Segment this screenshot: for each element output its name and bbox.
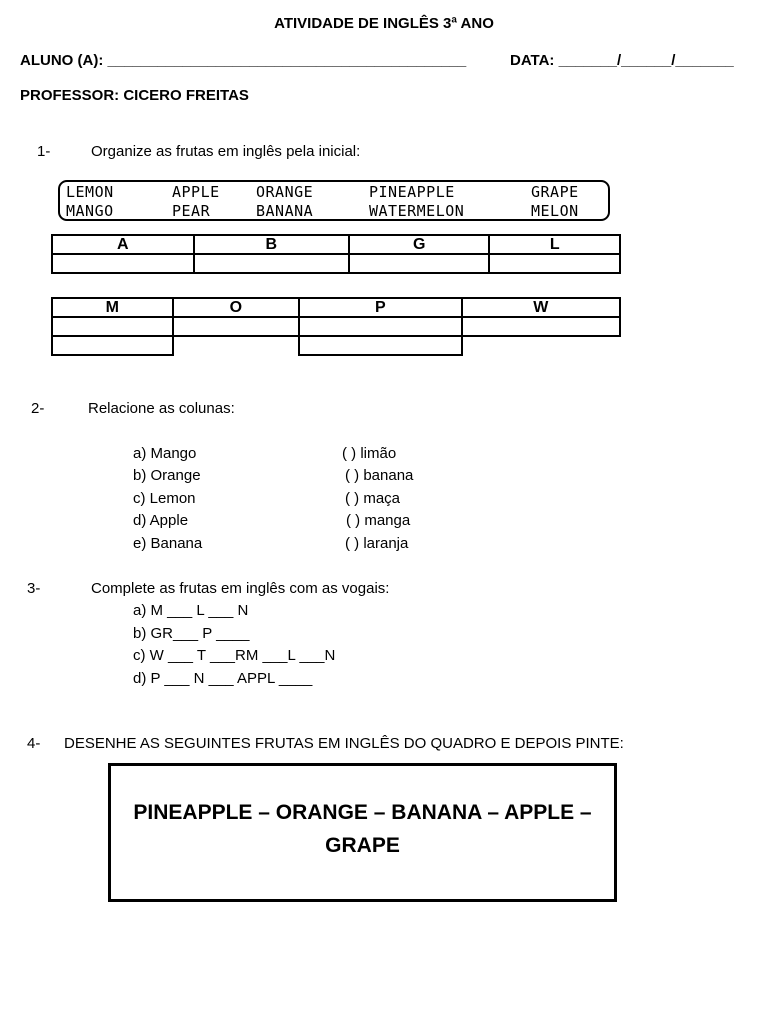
answer-cell[interactable] bbox=[489, 254, 620, 273]
worksheet-title: ATIVIDADE DE INGLÊS 3ª ANO bbox=[274, 15, 494, 32]
match-left-item: c) Lemon bbox=[133, 490, 196, 507]
fill-vowel-item: c) W ___ T ___RM ___L ___N bbox=[133, 647, 336, 664]
match-right-item: ( ) maça bbox=[345, 490, 401, 507]
word-bank-item: LEMON bbox=[66, 183, 114, 201]
answer-cell[interactable] bbox=[52, 254, 194, 273]
empty-cell bbox=[462, 336, 620, 355]
answer-cell[interactable] bbox=[299, 336, 461, 355]
date-field: DATA: _______/______/_______ bbox=[510, 52, 734, 69]
q4-number: 4- bbox=[27, 735, 41, 752]
answer-cell[interactable] bbox=[462, 317, 620, 336]
answer-cell[interactable] bbox=[173, 317, 300, 336]
letter-table-2 bbox=[51, 297, 621, 356]
table-header-cell: A bbox=[52, 235, 194, 254]
fill-vowel-item: a) M ___ L ___ N bbox=[133, 602, 249, 619]
match-left-item: b) Orange bbox=[133, 467, 201, 484]
q2-number: 2- bbox=[31, 400, 45, 417]
match-right-item: ( ) limão bbox=[342, 445, 397, 462]
table-header-cell: W bbox=[462, 298, 620, 317]
table-header-cell: P bbox=[299, 298, 461, 317]
word-bank-item: BANANA bbox=[256, 202, 314, 220]
match-left-item: a) Mango bbox=[133, 445, 197, 462]
match-left-item: e) Banana bbox=[133, 535, 203, 552]
q2-prompt: Relacione as colunas: bbox=[88, 400, 235, 417]
q3-prompt: Complete as frutas em inglês com as vogais: bbox=[91, 580, 390, 597]
draw-box-line-1: PINEAPPLE – ORANGE – BANANA – APPLE – bbox=[133, 801, 592, 824]
student-name-field: ALUNO (A): ___________________________________________ bbox=[20, 52, 467, 69]
word-bank-item: PEAR bbox=[172, 202, 211, 220]
answer-cell[interactable] bbox=[349, 254, 490, 273]
fill-vowel-item: b) GR___ P ____ bbox=[133, 625, 250, 642]
word-bank-item: WATERMELON bbox=[369, 202, 465, 220]
word-bank-item: MANGO bbox=[66, 202, 114, 220]
answer-cell[interactable] bbox=[52, 317, 173, 336]
table-header-cell: L bbox=[489, 235, 620, 254]
word-bank-item: PINEAPPLE bbox=[369, 183, 455, 201]
q1-prompt: Organize as frutas em inglês pela inicial: bbox=[91, 143, 361, 160]
q4-prompt: DESENHE AS SEGUINTES FRUTAS EM INGLÊS DO QUADRO E DEPOIS PINTE: bbox=[64, 735, 624, 752]
word-bank-item: APPLE bbox=[172, 183, 220, 201]
answer-cell[interactable] bbox=[299, 317, 461, 336]
match-right-item: ( ) laranja bbox=[345, 535, 409, 552]
letter-table-1 bbox=[51, 234, 621, 274]
table-header-cell: B bbox=[194, 235, 349, 254]
table-header-cell: G bbox=[349, 235, 490, 254]
table-header-cell: O bbox=[173, 298, 300, 317]
answer-cell[interactable] bbox=[194, 254, 349, 273]
q1-number: 1- bbox=[37, 143, 51, 160]
teacher-label: PROFESSOR: CICERO FREITAS bbox=[20, 87, 249, 104]
word-bank-box bbox=[58, 180, 610, 221]
answer-cell[interactable] bbox=[52, 336, 173, 355]
word-bank-item: GRAPE bbox=[531, 183, 579, 201]
word-bank-item: ORANGE bbox=[256, 183, 314, 201]
table-header-cell: M bbox=[52, 298, 173, 317]
match-right-item: ( ) manga bbox=[346, 512, 411, 529]
word-bank-item: MELON bbox=[531, 202, 579, 220]
q3-number: 3- bbox=[27, 580, 41, 597]
draw-box-line-2: GRAPE bbox=[325, 834, 400, 857]
draw-fruits-box bbox=[108, 763, 617, 902]
match-right-item: ( ) banana bbox=[345, 467, 414, 484]
fill-vowel-item: d) P ___ N ___ APPL ____ bbox=[133, 670, 313, 687]
match-left-item: d) Apple bbox=[133, 512, 189, 529]
empty-cell bbox=[173, 336, 300, 355]
